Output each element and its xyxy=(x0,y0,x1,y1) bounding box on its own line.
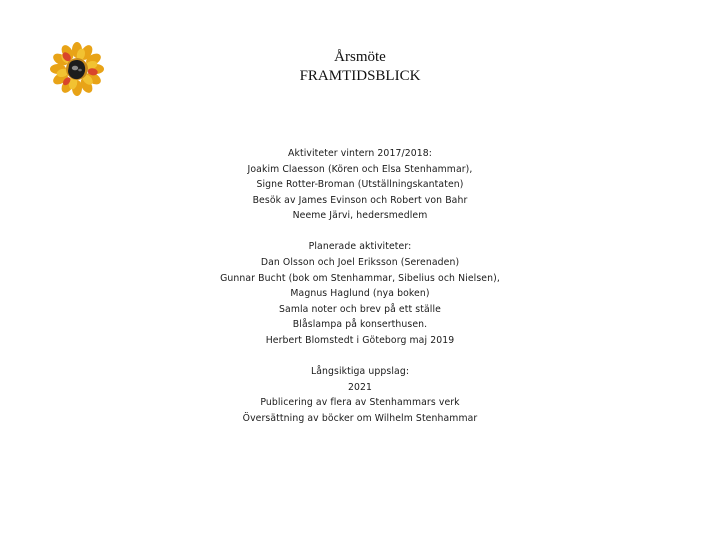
list-item: 2021 xyxy=(347,381,373,393)
page-subtitle: FRAMTIDSBLICK xyxy=(299,68,421,84)
list-item: Blåslampa på konserthusen. xyxy=(292,319,428,331)
list-item: Översättning av böcker om Wilhelm Stenhammar xyxy=(242,412,478,424)
list-item: Samla noter och brev på ett ställe xyxy=(279,303,441,315)
sunflower-portrait-logo-icon xyxy=(50,42,104,96)
list-item: Neeme Järvi, hedersmedlem xyxy=(292,210,428,222)
list-item: Herbert Blomstedt i Göteborg maj 2019 xyxy=(265,335,455,347)
section-winter-activities xyxy=(160,146,560,224)
section-heading: Långsiktiga uppslag: xyxy=(310,366,410,378)
list-item: Signe Rotter-Broman (Utställningskantaten) xyxy=(256,179,464,191)
section-planned-activities xyxy=(160,239,560,348)
list-item: Joakim Claesson (Kören och Elsa Stenhammar), xyxy=(247,163,473,175)
list-item: Besök av James Evinson och Robert von Bahr xyxy=(252,194,468,206)
list-item: Publicering av flera av Stenhammars verk xyxy=(260,397,460,409)
section-long-term-ideas xyxy=(160,364,560,426)
title-block xyxy=(200,48,520,86)
content-body xyxy=(160,146,560,427)
list-item: Dan Olsson och Joel Eriksson (Serenaden) xyxy=(260,257,460,269)
section-heading: Planerade aktiviteter: xyxy=(308,241,412,253)
page-title: Årsmöte xyxy=(334,49,386,65)
list-item: Gunnar Bucht (bok om Stenhammar, Sibelius och Nielsen), xyxy=(220,272,500,284)
section-heading: Aktiviteter vintern 2017/2018: xyxy=(288,148,432,159)
list-item: Magnus Haglund (nya boken) xyxy=(290,288,430,300)
